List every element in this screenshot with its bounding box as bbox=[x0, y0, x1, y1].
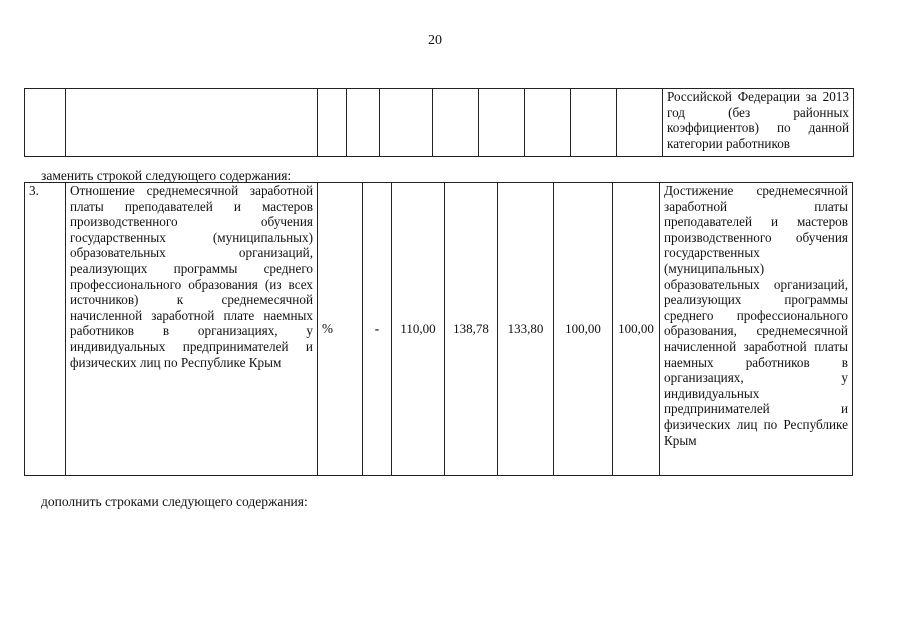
indicator-table bbox=[24, 182, 853, 476]
value-cell: 133,80 bbox=[498, 183, 554, 476]
value-cell: 110,00 bbox=[392, 183, 445, 476]
page-number: 20 bbox=[428, 33, 442, 48]
table-row bbox=[25, 89, 854, 157]
value-cell: 100,00 bbox=[554, 183, 613, 476]
table-cell bbox=[479, 89, 525, 157]
unit-cell: % bbox=[318, 183, 363, 476]
table-cell bbox=[25, 89, 66, 157]
table-cell bbox=[66, 89, 318, 157]
table-cell bbox=[380, 89, 433, 157]
table-cell bbox=[318, 89, 347, 157]
append-instruction: дополнить строками следующего содержания: bbox=[41, 494, 308, 509]
result-cell: Достижение среднемесячной заработной платы преподавателей и мастеров производственного обучения государственных (муниципальных) образовательных организаций, реализующих программы среднего профессионального образования, среднемесячной начисленной заработной платы наемных работников в организациях, у индивидуальных предпринимателей и физических лиц по Республике Крым bbox=[660, 183, 853, 476]
continued-table-row bbox=[24, 88, 854, 157]
replace-instruction: заменить строкой следующего содержания: bbox=[41, 168, 292, 183]
value-cell: 100,00 bbox=[613, 183, 660, 476]
indicator-cell: Отношение среднемесячной заработной платы преподавателей и мастеров производственного обучения государственных (муниципальных) образовательных организаций, реализующих программы среднего профессионального образования (из всех источников) к среднемесячной начисленной заработной плате наемных работников в организациях, у индивидуальных предпринимателей и физических лиц по Республике Крым bbox=[66, 183, 318, 476]
table-cell bbox=[617, 89, 663, 157]
table-cell bbox=[433, 89, 479, 157]
value-cell: 138,78 bbox=[445, 183, 498, 476]
row-number-cell: 3. bbox=[25, 183, 66, 476]
table-cell bbox=[347, 89, 380, 157]
base-value-cell: - bbox=[363, 183, 392, 476]
table-cell bbox=[525, 89, 571, 157]
result-cell: Российской Федерации за 2013 год (без районных коэффициентов) по данной категории работников bbox=[663, 89, 854, 157]
table-row bbox=[25, 183, 853, 476]
table-cell bbox=[571, 89, 617, 157]
